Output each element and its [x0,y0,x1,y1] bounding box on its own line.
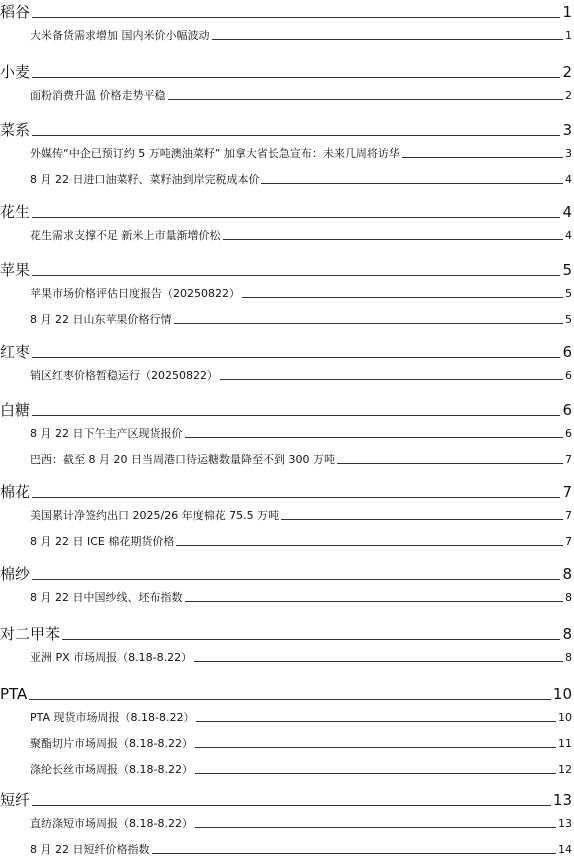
toc-entry[interactable] [30,423,574,439]
toc-entry-title: 直纺涤短市场周报（8.18-8.22） [30,817,193,830]
toc-section-heading-title: 稻谷 [0,3,31,21]
toc-entry-page-number: 4 [565,173,572,186]
toc-entry-page-number: 1 [565,29,572,42]
toc-entry[interactable] [30,225,574,241]
toc-section-heading-title: 短纤 [0,791,31,809]
toc-entry-title: 8 月 22 日进口油菜籽、菜籽油到岸完税成本价 [30,173,260,186]
leader-line [223,239,564,240]
toc-entry[interactable] [30,707,574,723]
leader-line [195,747,556,748]
leader-line [196,721,556,722]
toc-entry-page-number: 7 [565,509,572,522]
toc-entry-title: 美国累计净签约出口 2025/26 年度棉花 75.5 万吨 [30,509,280,522]
toc-entry[interactable] [30,839,574,855]
toc-section-heading-title: 对二甲苯 [0,625,61,643]
toc-entry-title: 面粉消费升温 价格走势平稳 [30,89,166,102]
leader-line [185,437,564,438]
leader-line [261,183,563,184]
toc-entry-page-number: 14 [558,843,572,856]
toc-section-heading-title: 棉花 [0,483,31,501]
toc-entry-page-number: 12 [558,763,572,776]
toc-section-heading[interactable] [0,118,574,138]
toc-section-heading-page-number: 6 [562,343,572,361]
toc-entry[interactable] [30,309,574,325]
toc-section-heading[interactable] [0,562,574,582]
toc-entry-title: PTA 现货市场周报（8.18-8.22） [30,711,195,724]
toc-entry-page-number: 7 [565,535,572,548]
toc-entry-page-number: 6 [565,369,572,382]
toc-section-heading[interactable] [0,682,574,702]
toc-entry-title: 花生需求支撑不足 新米上市量渐增价松 [30,229,221,242]
toc-section-heading-title: 苹果 [0,261,31,279]
toc-entry-page-number: 3 [565,147,572,160]
leader-line [32,357,560,358]
toc-section-heading-title: 棉纱 [0,565,31,583]
toc-section-heading[interactable] [0,258,574,278]
leader-line [195,773,556,774]
toc-section-heading-page-number: 3 [562,121,572,139]
leader-line [168,99,564,100]
leader-line [32,579,560,580]
leader-line [212,39,564,40]
toc-entry[interactable] [30,759,574,775]
toc-entry[interactable] [30,169,574,185]
leader-line [62,639,560,640]
toc-section-heading-page-number: 4 [562,203,572,221]
toc-entry-title: 8 月 22 日中国纱线、坯布指数 [30,591,183,604]
toc-section-heading-page-number: 8 [562,625,572,643]
leader-line [32,497,560,498]
leader-line [152,853,557,854]
toc-entry[interactable] [30,85,574,101]
toc-section-heading-title: 小麦 [0,63,31,81]
leader-line [32,217,560,218]
leader-line [194,661,563,662]
toc-section-heading-title: 菜系 [0,121,31,139]
toc-entry-page-number: 4 [565,229,572,242]
leader-line [402,157,563,158]
toc-entry-title: 苹果市场价格评估日度报告（20250822） [30,287,240,300]
toc-section-heading[interactable] [0,60,574,80]
toc-entry-page-number: 8 [565,591,572,604]
toc-entry-title: 大米备货需求增加 国内米价小幅波动 [30,29,210,42]
toc-entry[interactable] [30,365,574,381]
leader-line [176,545,563,546]
toc-entry-page-number: 5 [565,287,572,300]
leader-line [337,463,563,464]
toc-section-heading-page-number: 10 [552,685,572,703]
toc-entry-title: 聚酯切片市场周报（8.18-8.22） [30,737,193,750]
toc-section-heading-page-number: 2 [562,63,572,81]
toc-entry-title: 外媒传“中企已预订约 5 万吨澳油菜籽” 加拿大省长急宣布：未来几周将访华 [30,147,400,160]
toc-section-heading[interactable] [0,200,574,220]
toc-entry-title: 8 月 22 日短纤价格指数 [30,843,150,856]
toc-entry-page-number: 13 [558,817,572,830]
toc-entry-title: 亚洲 PX 市场周报（8.18-8.22） [30,651,193,664]
toc-entry-title: 8 月 22 日山东苹果价格行情 [30,313,172,326]
leader-line [32,805,551,806]
leader-line [32,415,560,416]
toc-section-heading-page-number: 1 [562,3,572,21]
toc-section-heading-page-number: 8 [562,565,572,583]
leader-line [32,275,560,276]
toc-entry-page-number: 2 [565,89,572,102]
toc-entry-page-number: 6 [565,427,572,440]
toc-entry[interactable] [30,143,574,159]
toc-section-heading[interactable] [0,622,574,642]
toc-entry[interactable] [30,531,574,547]
toc-section-heading-page-number: 5 [562,261,572,279]
toc-section-heading[interactable] [0,788,574,808]
toc-section-heading[interactable] [0,340,574,360]
toc-section-heading-title: 红枣 [0,343,31,361]
toc-entry-title: 涤纶长丝市场周报（8.18-8.22） [30,763,193,776]
toc-entry-page-number: 7 [565,453,572,466]
leader-line [195,827,556,828]
toc-entry[interactable] [30,587,574,603]
toc-entry-title: 8 月 22 日 ICE 棉花期货价格 [30,535,175,548]
leader-line [220,379,563,380]
toc-entry-page-number: 10 [558,711,572,724]
toc-entry[interactable] [30,283,574,299]
leader-line [281,519,563,520]
toc-section-heading[interactable] [0,0,574,20]
toc-entry[interactable] [30,505,574,521]
toc-section-heading[interactable] [0,480,574,500]
leader-line [185,601,564,602]
leader-line [29,699,551,700]
toc-entry[interactable] [30,449,574,465]
toc-entry[interactable] [30,733,574,749]
leader-line [242,297,563,298]
toc-entry-title: 8 月 22 日下午主产区现货报价 [30,427,183,440]
toc-entry-title: 巴西：截至 8 月 20 日当周港口待运糖数量降至不到 300 万吨 [30,453,335,466]
toc-section-heading-title: PTA [0,685,28,703]
toc-entry[interactable] [30,813,574,829]
toc-entry-title: 销区红枣价格暂稳运行（20250822） [30,369,218,382]
leader-line [174,323,564,324]
leader-line [32,77,560,78]
toc-section-heading-page-number: 13 [552,791,572,809]
toc-section-heading[interactable] [0,398,574,418]
toc-entry[interactable] [30,647,574,663]
toc-entry-page-number: 11 [558,737,572,750]
toc-entry[interactable] [30,25,574,41]
toc-entry-page-number: 5 [565,313,572,326]
toc-section-heading-page-number: 6 [562,401,572,419]
toc-section-heading-title: 花生 [0,203,31,221]
toc-section-heading-title: 白糖 [0,401,31,419]
toc-section-heading-page-number: 7 [562,483,572,501]
leader-line [32,17,560,18]
leader-line [32,135,560,136]
toc-entry-page-number: 8 [565,651,572,664]
